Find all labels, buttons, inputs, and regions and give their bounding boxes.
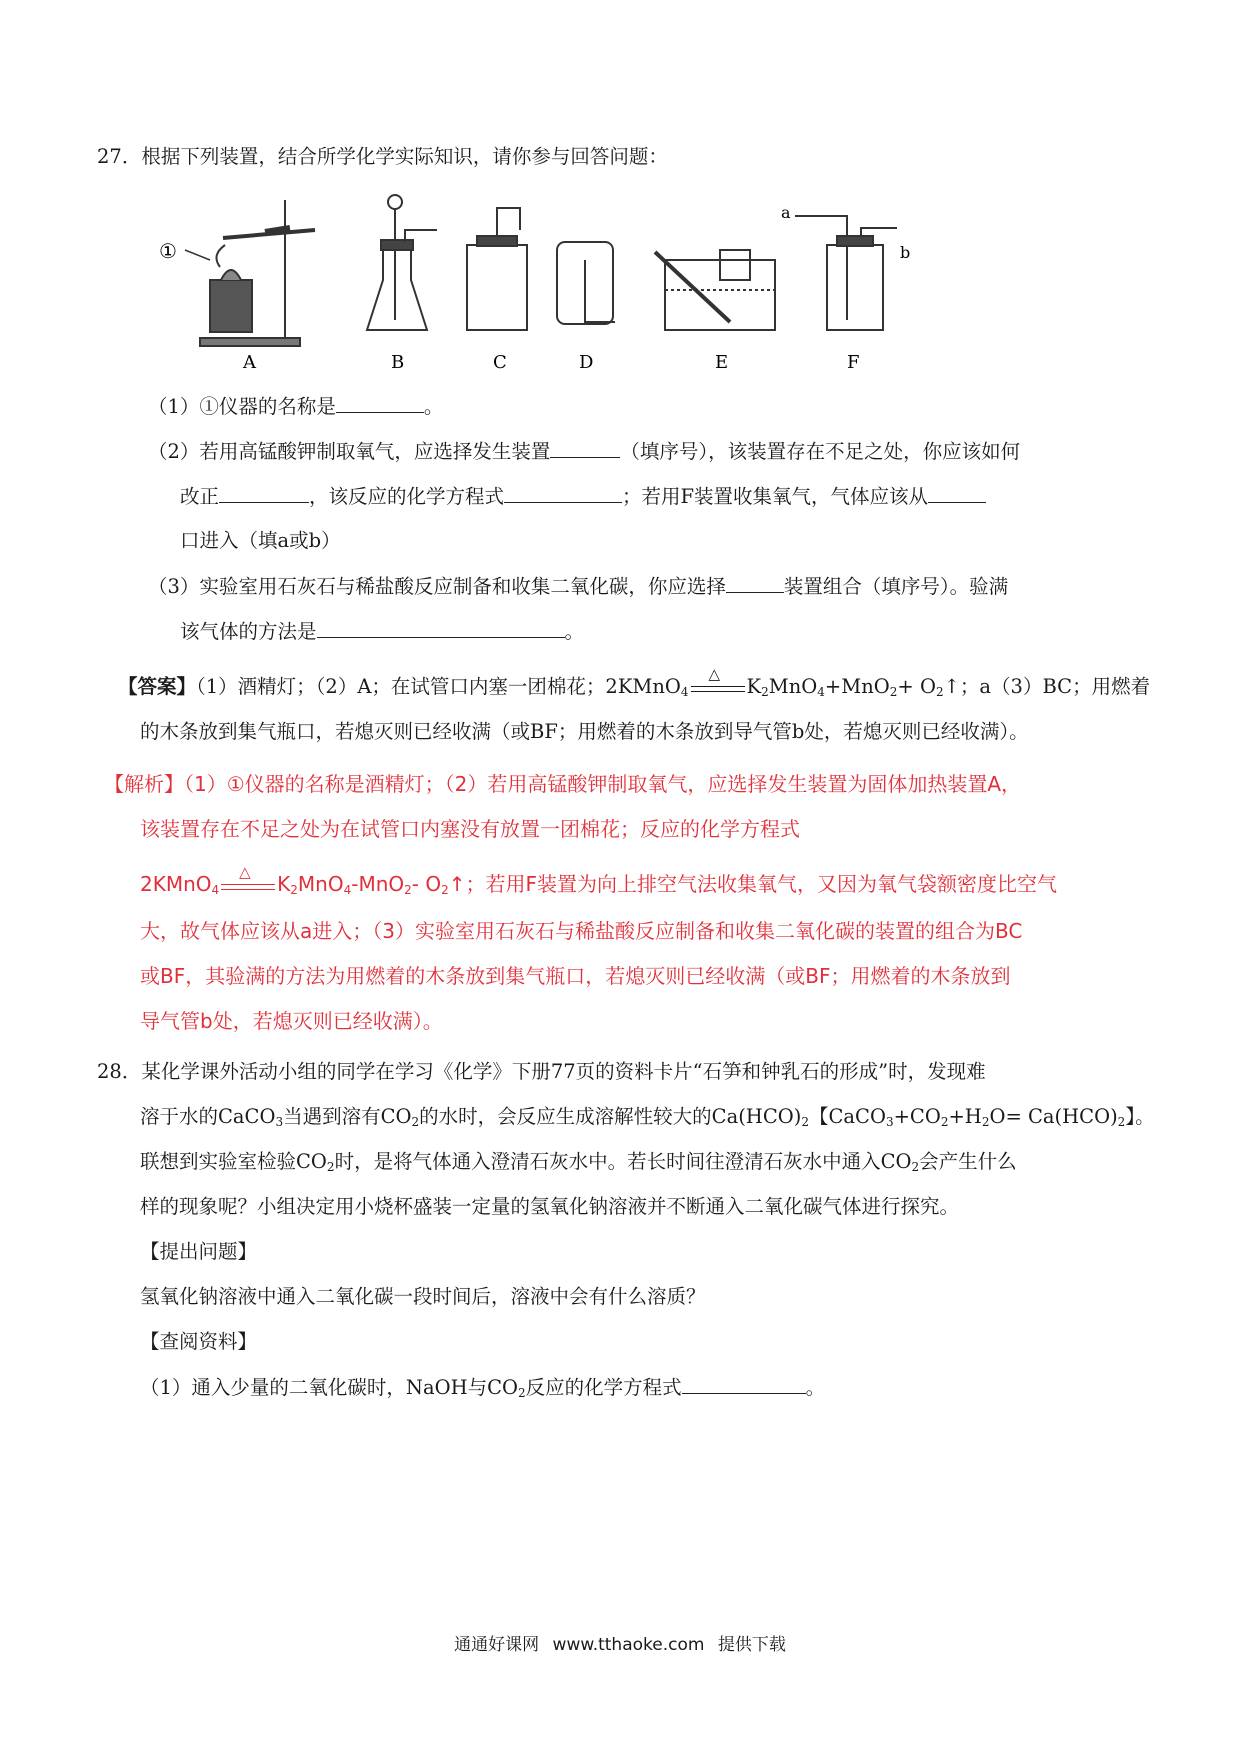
analysis-line3: 2KMnO$_4$ △ $K_2MnO_4-MnO_2-$ $O_2↑$；若用F装置为向上排空气法收集氧气，又因为氧气袋额密度比空气: [140, 862, 1058, 897]
heat-condition: △: [219, 876, 277, 896]
q28-line4: 样的现象呢？小组决定用小烧杯盛装一定量的氢氧化钠溶液并不断通入二氧化碳气体进行探究。: [140, 1195, 960, 1218]
answer-line1: 【答案】（1）酒精灯；（2）A；在试管口内塞一团棉花；2KMnO$_4$ △ $K_2MnO_4+MnO_2+$ $O_2↑$；a（3）BC；用燃着: [118, 664, 1151, 699]
apparatus-c: [467, 208, 527, 330]
q28-heading-reference: 【查阅资料】: [140, 1330, 258, 1353]
marker-1: ①: [159, 239, 177, 263]
label-a: A: [243, 352, 256, 373]
analysis-line4: 大，故气体应该从a进入；（3）实验室用石灰石与稀盐酸反应制备和收集二氧化碳的装置的组合为BC: [140, 919, 1023, 943]
answer-blank[interactable]: [550, 437, 620, 458]
q28-question: 氢氧化钠溶液中通入二氧化碳一段时间后，溶液中会有什么溶质？: [140, 1285, 706, 1308]
q27-part2-line1: （2）若用高锰酸钾制取氧气，应选择发生装置 （填序号），该装置存在不足之处，你应该如何: [148, 437, 1020, 466]
footer-url[interactable]: www.tthaoke.com: [552, 1635, 705, 1655]
answer-label: 【答案】: [118, 675, 197, 698]
footer-site: 通通好课网: [454, 1635, 540, 1655]
q28-line1: 28．某化学课外活动小组的同学在学习《化学》下册77页的资料卡片“石笋和钟乳石的形成”时，发现难: [97, 1060, 986, 1083]
label-f: F: [847, 352, 860, 373]
q27-part1: （1）①仪器的名称是 。: [148, 392, 443, 421]
footer-tail: 提供下载: [717, 1635, 786, 1655]
analysis-line1: 【解析】（1）①仪器的名称是酒精灯；（2）若用高锰酸钾制取氧气，应选择发生装置为固体加热装置A，: [104, 772, 1022, 796]
answer-blank[interactable]: [682, 1373, 806, 1394]
heat-condition: △: [689, 678, 747, 698]
apparatus-d: [557, 242, 615, 324]
q27-part3-line2: 该气体的方法是 。: [180, 617, 584, 646]
q28-line3: 联想到实验室检验$CO_2$时，是将气体通入澄清石灰水中。若长时间往澄清石灰水中通入$CO_2$会产生什么: [140, 1150, 1017, 1174]
apparatus-e: [655, 250, 775, 330]
q28-heading-question: 【提出问题】: [140, 1240, 258, 1263]
answer-blank[interactable]: [317, 617, 565, 638]
label-b: B: [391, 352, 405, 373]
analysis-line5: 或BF，其验满的方法为用燃着的木条放到集气瓶口，若熄灭则已经收满（或BF；用燃着的木条放到: [140, 964, 1011, 988]
apparatus-a: [185, 200, 315, 346]
port-a: a: [781, 203, 791, 222]
q28-part1: （1）通入少量的二氧化碳时，NaOH与$CO_2$反应的化学方程式 。: [140, 1373, 825, 1402]
footer: [0, 1630, 1240, 1655]
answer-blank[interactable]: [336, 392, 424, 413]
answer-blank[interactable]: [504, 482, 622, 503]
port-b: b: [900, 243, 911, 262]
answer-blank[interactable]: [928, 482, 986, 503]
label-c: C: [493, 352, 507, 373]
q28-line2: 溶于水的CaCO$_3$当遇到溶有$CO_2$的水时，会反应生成溶解性较大的$Ca(HCO)_2$【$CaCO_3+CO_2+H_2O= Ca(HCO)_2$】。: [140, 1105, 1155, 1129]
analysis-line6: 导气管b处，若熄灭则已经收满）。: [140, 1009, 443, 1033]
label-d: D: [579, 352, 594, 373]
q27-part3-line1: （3）实验室用石灰石与稀盐酸反应制备和收集二氧化碳，你应选择 装置组合（填序号）。验满: [148, 572, 1008, 601]
apparatus-f: [795, 216, 897, 330]
analysis-label: 【解析】: [104, 772, 184, 796]
apparatus-b: [367, 195, 437, 330]
answer-blank[interactable]: [219, 482, 309, 503]
q27-part2-line3: 口进入（填a或b）: [180, 529, 341, 552]
answer-line2: 的木条放到集气瓶口，若熄灭则已经收满（或BF；用燃着的木条放到导气管b处，若熄灭则已经收满）。: [140, 720, 1029, 743]
analysis-line2: 该装置存在不足之处为在试管口内塞没有放置一团棉花；反应的化学方程式: [140, 817, 800, 841]
answer-blank[interactable]: [726, 572, 784, 593]
label-e: E: [715, 352, 729, 373]
q27-part2-line2: 改正 ，该反应的化学方程式 ；若用F装置收集氧气，气体应该从: [180, 482, 986, 511]
q27-title: 27．根据下列装置，结合所学化学实际知识，请你参与回答问题：: [97, 145, 668, 168]
apparatus-figure: [155, 190, 955, 380]
